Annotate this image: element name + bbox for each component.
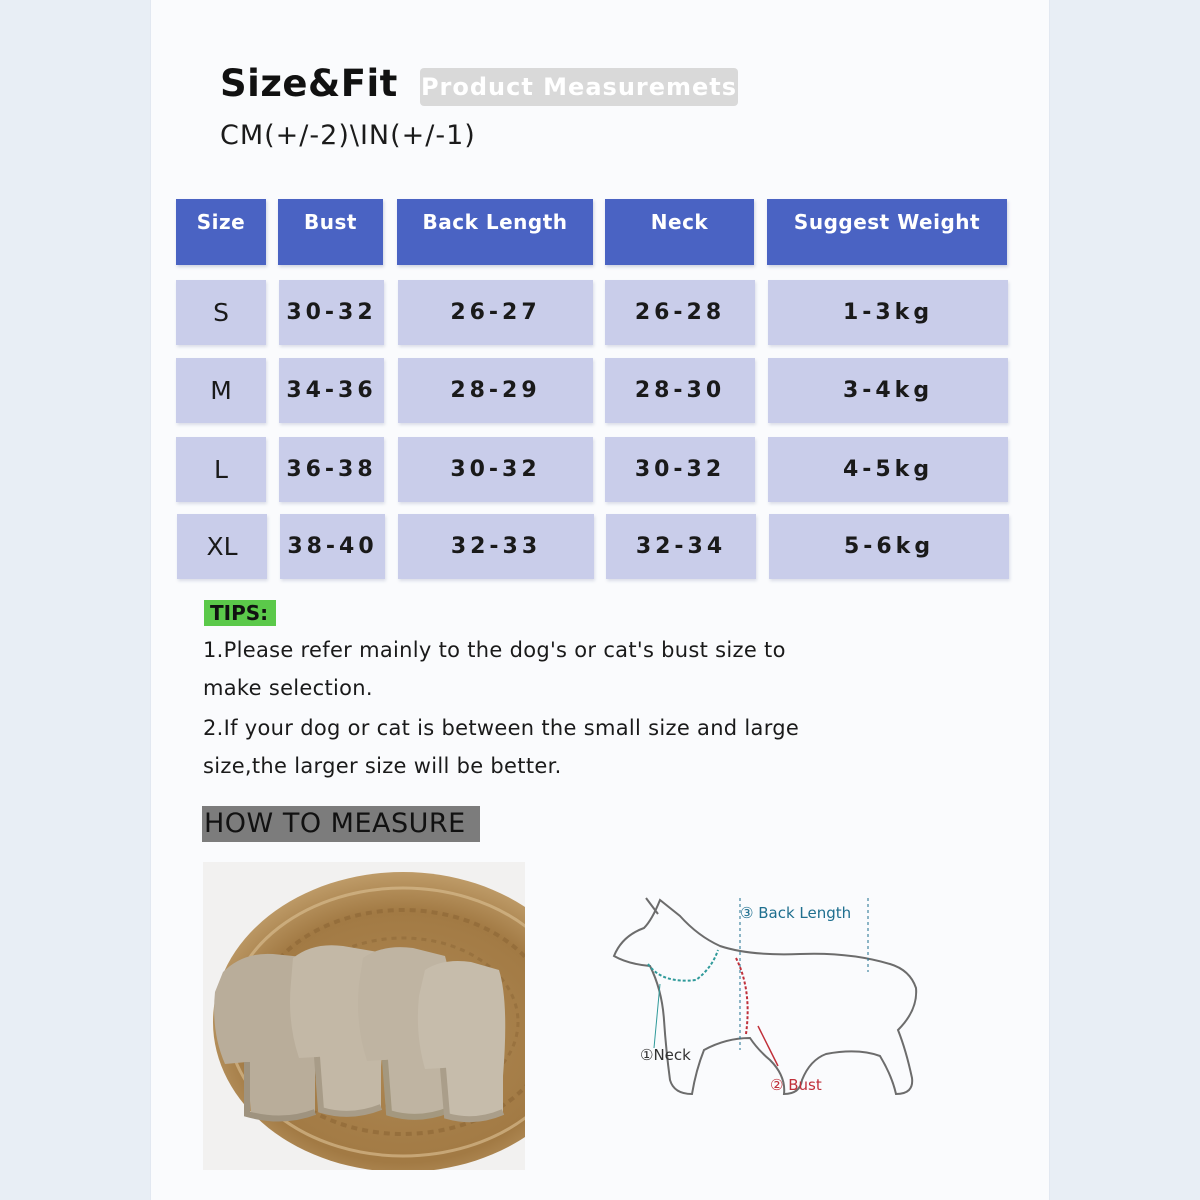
tips-badge: TIPS: (204, 600, 276, 626)
neck-label: ①Neck (640, 1046, 691, 1064)
table-cell-suggest-weight: 4-5kg (768, 437, 1008, 502)
table-cell-bust: 30-32 (279, 280, 384, 345)
column-header-neck: Neck (605, 199, 754, 265)
table-cell-bust: 34-36 (279, 358, 384, 423)
product-photo (203, 862, 525, 1170)
column-header-size: Size (176, 199, 266, 265)
tip-line: size,the larger size will be better. (203, 754, 562, 778)
table-cell-suggest-weight: 1-3kg (768, 280, 1008, 345)
table-cell-neck: 30-32 (605, 437, 755, 502)
product-measurements-badge: Product Measuremets (420, 68, 738, 106)
table-cell-back-length: 30-32 (398, 437, 593, 502)
table-cell-suggest-weight: 5-6kg (769, 514, 1009, 579)
column-header-bust: Bust (278, 199, 383, 265)
table-cell-suggest-weight: 3-4kg (768, 358, 1008, 423)
column-header-back-length: Back Length (397, 199, 593, 265)
how-to-measure-heading: HOW TO MEASURE (202, 806, 480, 842)
tip-line: 1.Please refer mainly to the dog's or cat's bust size to (203, 638, 786, 662)
table-cell-size: M (176, 358, 266, 423)
table-cell-size: XL (177, 514, 267, 579)
page-title: Size&Fit (220, 62, 398, 105)
table-cell-size: L (176, 437, 266, 502)
bust-label: ② Bust (770, 1076, 822, 1094)
table-cell-bust: 38-40 (280, 514, 385, 579)
table-cell-bust: 36-38 (279, 437, 384, 502)
back-length-label: ③ Back Length (740, 904, 852, 922)
bust-line (736, 958, 748, 1034)
sweaters-in-basket-illustration (203, 862, 525, 1170)
table-cell-neck: 26-28 (605, 280, 755, 345)
table-cell-neck: 32-34 (606, 514, 756, 579)
table-cell-back-length: 28-29 (398, 358, 593, 423)
column-header-suggest-weight: Suggest Weight (767, 199, 1007, 265)
table-cell-back-length: 26-27 (398, 280, 593, 345)
tip-line: 2.If your dog or cat is between the small size and large (203, 716, 800, 740)
neck-line (648, 950, 718, 981)
table-cell-back-length: 32-33 (398, 514, 594, 579)
units-note: CM(+/-2)\IN(+/-1) (220, 120, 476, 151)
measurement-diagram (600, 880, 940, 1140)
table-cell-size: S (176, 280, 266, 345)
tip-line: make selection. (203, 676, 373, 700)
table-cell-neck: 28-30 (605, 358, 755, 423)
